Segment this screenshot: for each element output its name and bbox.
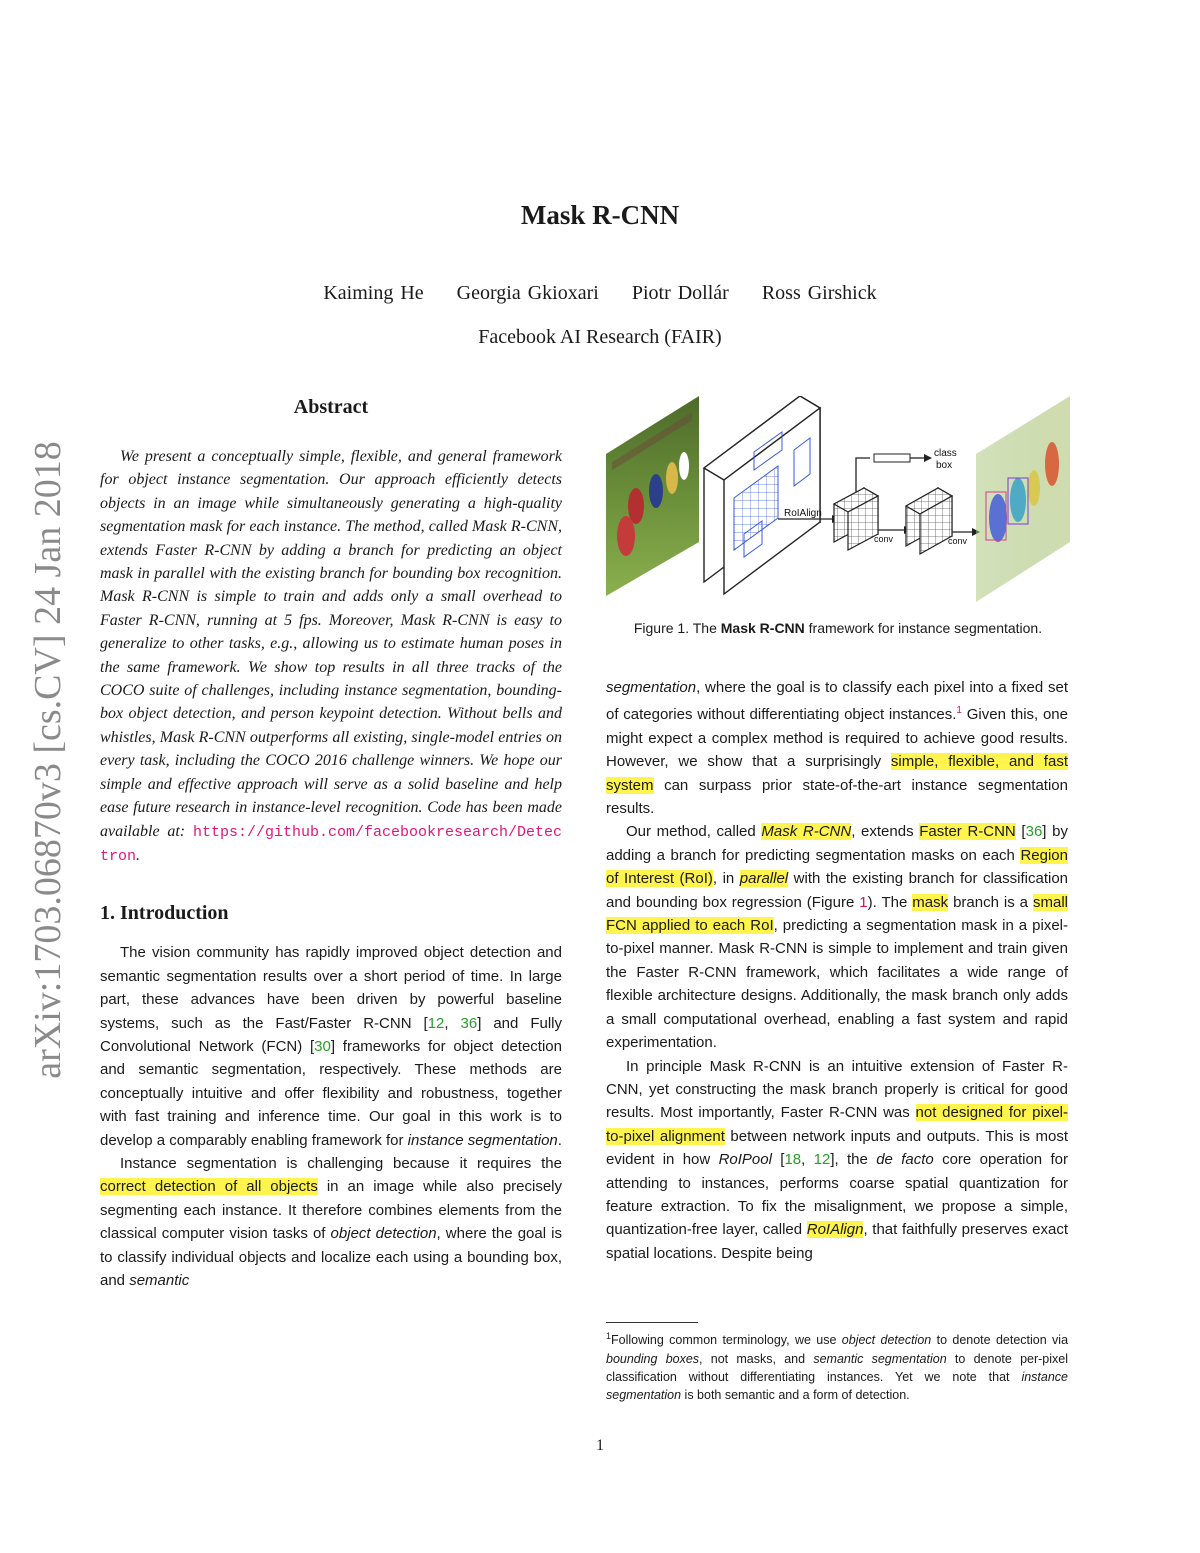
citation-link[interactable]: 36 (1025, 823, 1043, 841)
right-column (606, 676, 1068, 1265)
highlight: simple, flexible, and fast system (606, 753, 1068, 794)
footnote-divider (606, 1322, 698, 1323)
author-name: Georgia Gkioxari (456, 282, 599, 304)
figure-caption: Figure 1. The Mask R-CNN framework for instance segmentation. (633, 620, 1043, 636)
citation-link[interactable]: 18 (784, 1151, 802, 1169)
footnote-marker[interactable]: 1 (956, 705, 962, 717)
figure-reference-link[interactable]: 1 (859, 893, 868, 911)
roi-feature-map-1 (834, 488, 878, 550)
figure-1-diagram (606, 396, 1070, 602)
conv-label-1: conv (874, 534, 894, 544)
abstract-body: We present a conceptually simple, flexible, and general framework for object instance segmentation. Our approach efficiently detects objects in an image while simultaneously generating a high-quality segmentation mask for each instance. The method, called Mask R-CNN, extends Faster R-CNN by adding a branch for predicting an object mask in parallel with the existing branch for bounding box recognition. Mask R-CNN is simple to train and adds only a small overhead to Faster R-CNN, running at 5 fps. Moreover, Mask R-CNN is easy to generalize to other tasks, e.g., allowing us to estimate human poses in the same framework. We show top results in all three tracks of the COCO suite of challenges, including instance segmentation, bounding-box object detection, and person keypoint detection. Without bells and whistles, Mask R-CNN outperforms all existing, single-model entries on every task, including the COCO 2016 challenge winners. We hope our simple and effective approach will serve as a solid baseline and help ease future research in instance-level recognition. Code has been made available at: https://github.com/facebookresearch/Detectron. (100, 448, 562, 865)
highlight: parallel (739, 870, 789, 888)
citation-link[interactable]: 30 (314, 1037, 331, 1055)
intro-paragraph-1: The vision community has rapidly improved object detection and semantic segmentation results over a short period of time. In large part, these advances have been driven by powerful baseline systems, such as the Fast/Faster R-CNN [12, 36] and Fully Convolutional Network (FCN) [30] frameworks for object detection and semantic segmentation, respectively. These methods are conceptually intuitive and offer flexibility and robustness, together with fast training and inference time. Our goal in this work is to develop a comparably enabling framework for instance segmentation. (100, 944, 562, 1149)
intro-paragraph-2: Instance segmentation is challenging because it requires the correct detection of all objects in an image while also precisely segmenting each instance. It therefore combines elements from the classical computer vision tasks of object detection, where the goal is to classify individual objects and localize each using a bounding box, and semantic (100, 1154, 563, 1289)
input-image (606, 396, 699, 596)
citation-link[interactable]: 36 (460, 1014, 478, 1032)
code-url-link[interactable]: https://github.com/facebookresearch/Detectron (100, 823, 562, 865)
left-column (100, 396, 562, 1292)
affiliation: Facebook AI Research (FAIR) (478, 326, 722, 348)
output-segmentation-image (976, 396, 1070, 602)
author-list (0, 282, 1200, 305)
highlight: not designed for pixel-to-pixel alignment (606, 1104, 1068, 1145)
intro-paragraph-5: In principle Mask R-CNN is an intuitive extension of Faster R-CNN, yet constructing the mask branch properly is critical for good results. Most importantly, Faster R-CNN was not designed for pixel-to-pixel alignment between network inputs and outputs. This is most evident in how RoIPool [18, 12], the de facto core operation for attending to instances, performs coarse spatial quantization for feature extraction. To fix the misalignment, we propose a simple, quantization-free layer, called RoIAlign, that faithfully preserves exact spatial locations. Despite being (606, 1057, 1069, 1262)
citation-link[interactable]: 12 (427, 1014, 445, 1032)
conv-label-2: conv (948, 536, 968, 546)
box-label: box (936, 460, 953, 471)
highlight: Region of Interest (RoI) (606, 846, 1068, 888)
highlight: mask (912, 893, 949, 911)
citation-link[interactable]: 12 (813, 1151, 831, 1169)
highlight: RoIAlign (806, 1221, 864, 1239)
backbone-feature-block (704, 396, 820, 594)
author-name: Ross Girshick (761, 282, 877, 304)
introduction-heading: 1. Introduction (100, 902, 229, 925)
highlight: small FCN applied to each RoI (606, 893, 1068, 935)
highlight: Faster R-CNN (919, 823, 1016, 841)
roialign-label: RoIAlign (784, 508, 822, 519)
highlight: Mask R-CNN (761, 823, 852, 841)
author-name: Piotr Dollár (631, 282, 729, 304)
author-name: Kaiming He (323, 282, 424, 304)
mask-rcnn-framework-diagram (606, 396, 1070, 602)
intro-paragraph-3: segmentation, where the goal is to classify each pixel into a fixed set of categories without differentiating object instances.$^1$ Given this, one might expect a complex method is required to achieve good results. However, we show that a surprisingly simple, flexible, and fast system can surpass prior state-of-the-art instance segmentation results. (606, 679, 1068, 818)
page-number: 1 (596, 1437, 604, 1454)
paper-title: Mask R-CNN (520, 200, 680, 230)
footnote: $^1$Following common terminology, we use object detection to denote detection via bounding boxes, not masks, and semantic segmentation to denote per-pixel classification without differentiating instances. Yet we note that instance segmentation is both semantic and a form of detection. (606, 1331, 1069, 1403)
highlight: correct detection of all objects (100, 1178, 318, 1196)
class-label: class (934, 448, 957, 459)
class-box-branch-line (856, 458, 870, 492)
intro-paragraph-4: Our method, called Mask R-CNN, extends Faster R-CNN [36] by adding a branch for predicting segmentation masks on each Region of Interest (RoI), in parallel with the existing branch for classification and bounding box regression (Figure 1). The mask branch is a small FCN applied to each RoI, predicting a segmentation mask in a pixel-to-pixel manner. Mask R-CNN is simple to implement and train given the Faster R-CNN framework, which facilitates a wide range of flexible architecture designs. Additionally, the mask branch only adds a small computational overhead, enabling a fast system and rapid experimentation. (606, 823, 1068, 1052)
abstract-heading: Abstract (293, 396, 369, 418)
roi-feature-map-2 (906, 488, 952, 554)
arxiv-identifier: arXiv:1703.06870v3 [cs.CV] 24 Jan 2018 (27, 441, 69, 1079)
